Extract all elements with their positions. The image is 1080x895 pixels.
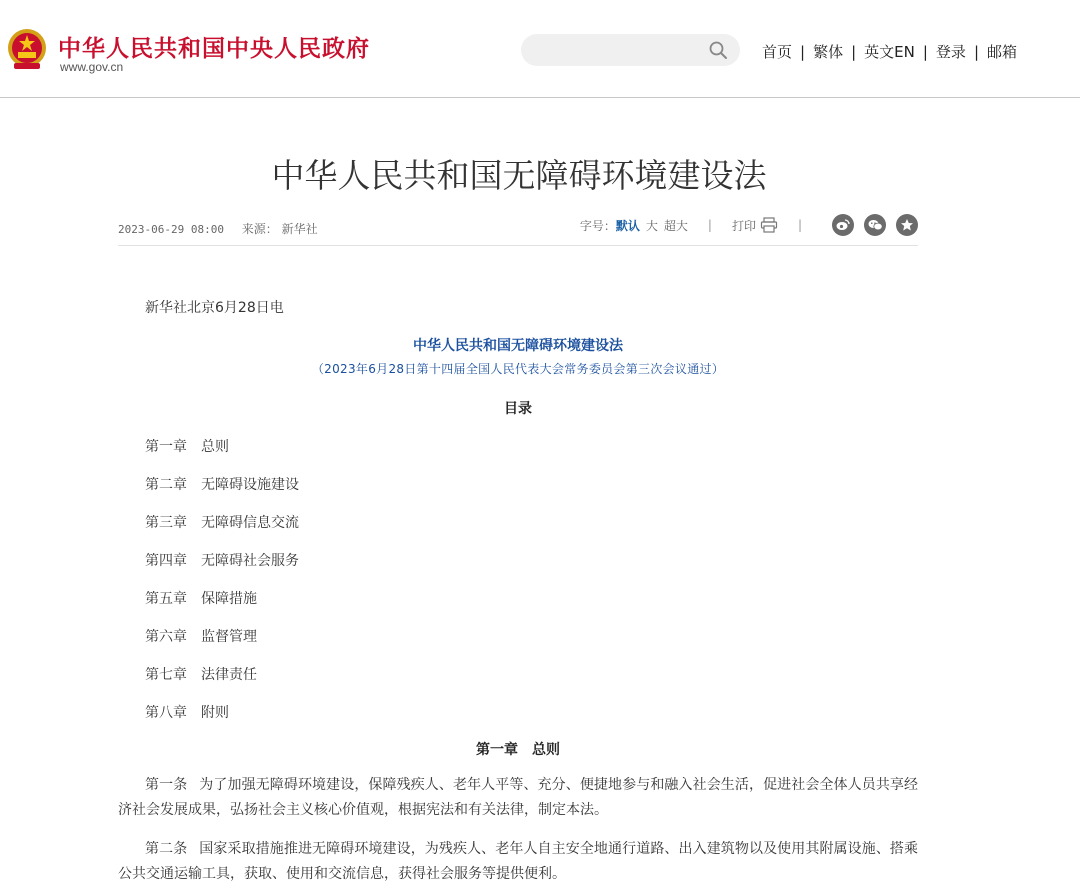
toc-chapter-name: 总则 [201, 439, 229, 455]
toc-chapter-name: 无障碍信息交流 [201, 515, 299, 531]
chapter-heading: 第一章 总则 [476, 742, 560, 758]
toc-chapter-number: 第八章 [145, 705, 187, 721]
print-label: 打印 [731, 218, 756, 233]
toc-chapter-name: 保障措施 [201, 591, 257, 607]
font-size-default-option[interactable]: 默认 [615, 218, 640, 233]
source-label: 来源： [241, 222, 278, 236]
toc-chapter-name: 监督管理 [201, 629, 257, 645]
nav-traditional-link[interactable]: 繁体 [813, 43, 844, 61]
tool-separator: | [707, 218, 712, 232]
weibo-icon[interactable] [832, 214, 854, 236]
toc-chapter-name: 无障碍设施建设 [201, 477, 299, 493]
article-tools [580, 214, 918, 236]
font-size-large-option[interactable]: 大 [645, 218, 658, 233]
article-number: 第二条 [145, 841, 188, 857]
printer-icon [760, 217, 778, 233]
tool-separator: | [797, 218, 802, 232]
article-text: 国家采取措施推进无障碍环境建设，为残疾人、老年人自主安全地通行道路、出入建筑物以及使用其附属设施、搭乘公共交通运输工具，获取、使用和交流信息，获得社会服务等提供便利。 [118, 841, 919, 882]
law-title: 中华人民共和国无障碍环境建设法 [413, 338, 623, 354]
article-number: 第一条 [145, 777, 188, 793]
toc-item [145, 474, 299, 494]
national-emblem-icon[interactable] [6, 27, 48, 73]
toc-heading: 目录 [504, 401, 532, 417]
toc-chapter-number: 第六章 [145, 629, 187, 645]
toc-chapter-number: 第二章 [145, 477, 187, 493]
toc-chapter-number: 第五章 [145, 591, 187, 607]
article-meta-bar [118, 212, 918, 246]
nav-separator: | [851, 42, 857, 61]
search-icon[interactable] [708, 40, 728, 60]
publish-date: 2023-06-29 08:00 [118, 223, 224, 236]
article-info [118, 220, 318, 237]
article-paragraph [118, 773, 918, 823]
favorite-icon[interactable] [896, 214, 918, 236]
toc-chapter-number: 第七章 [145, 667, 187, 683]
toc-item [145, 664, 257, 684]
toc-item [145, 588, 257, 608]
font-size-xlarge-option[interactable]: 超大 [663, 218, 688, 233]
font-size-label: 字号： [579, 218, 616, 233]
wechat-icon[interactable] [864, 214, 886, 236]
toc-item [145, 550, 299, 570]
toc-item [145, 702, 229, 722]
dateline: 新华社北京6月28日电 [145, 300, 284, 316]
toc-item [145, 512, 299, 532]
nav-home-link[interactable]: 首页 [762, 43, 793, 61]
toc-chapter-name: 法律责任 [201, 667, 257, 683]
nav-separator: | [800, 42, 806, 61]
toc-item [145, 626, 257, 646]
nav-english-link[interactable]: 英文EN [864, 43, 915, 61]
site-name[interactable]: 中华人民共和国中央人民政府 [58, 36, 370, 62]
law-subtitle: （2023年6月28日第十四届全国人民代表大会常务委员会第三次会议通过） [311, 362, 725, 376]
print-button[interactable] [732, 217, 778, 234]
nav-separator: | [973, 42, 979, 61]
source-name: 新华社 [281, 222, 318, 236]
article-text: 为了加强无障碍环境建设，保障残疾人、老年人平等、充分、便捷地参与和融入社会生活，促进社会全体人员共享经济社会发展成果，弘扬社会主义核心价值观，根据宪法和有关法律，制定本法。 [118, 777, 919, 818]
nav-separator: | [922, 42, 928, 61]
toc-chapter-number: 第三章 [145, 515, 187, 531]
article-title: 中华人民共和国无障碍环境建设法 [271, 156, 767, 195]
nav-mail-link[interactable]: 邮箱 [987, 43, 1018, 61]
toc-item [145, 436, 229, 456]
toc-chapter-name: 无障碍社会服务 [201, 553, 299, 569]
nav-login-link[interactable]: 登录 [935, 43, 966, 61]
top-navigation [762, 41, 1017, 62]
site-header [0, 0, 1080, 98]
toc-chapter-number: 第一章 [145, 439, 187, 455]
site-url: www.gov.cn [60, 60, 124, 74]
toc-chapter-number: 第四章 [145, 553, 187, 569]
toc-chapter-name: 附则 [201, 705, 229, 721]
article-paragraph [118, 837, 918, 887]
